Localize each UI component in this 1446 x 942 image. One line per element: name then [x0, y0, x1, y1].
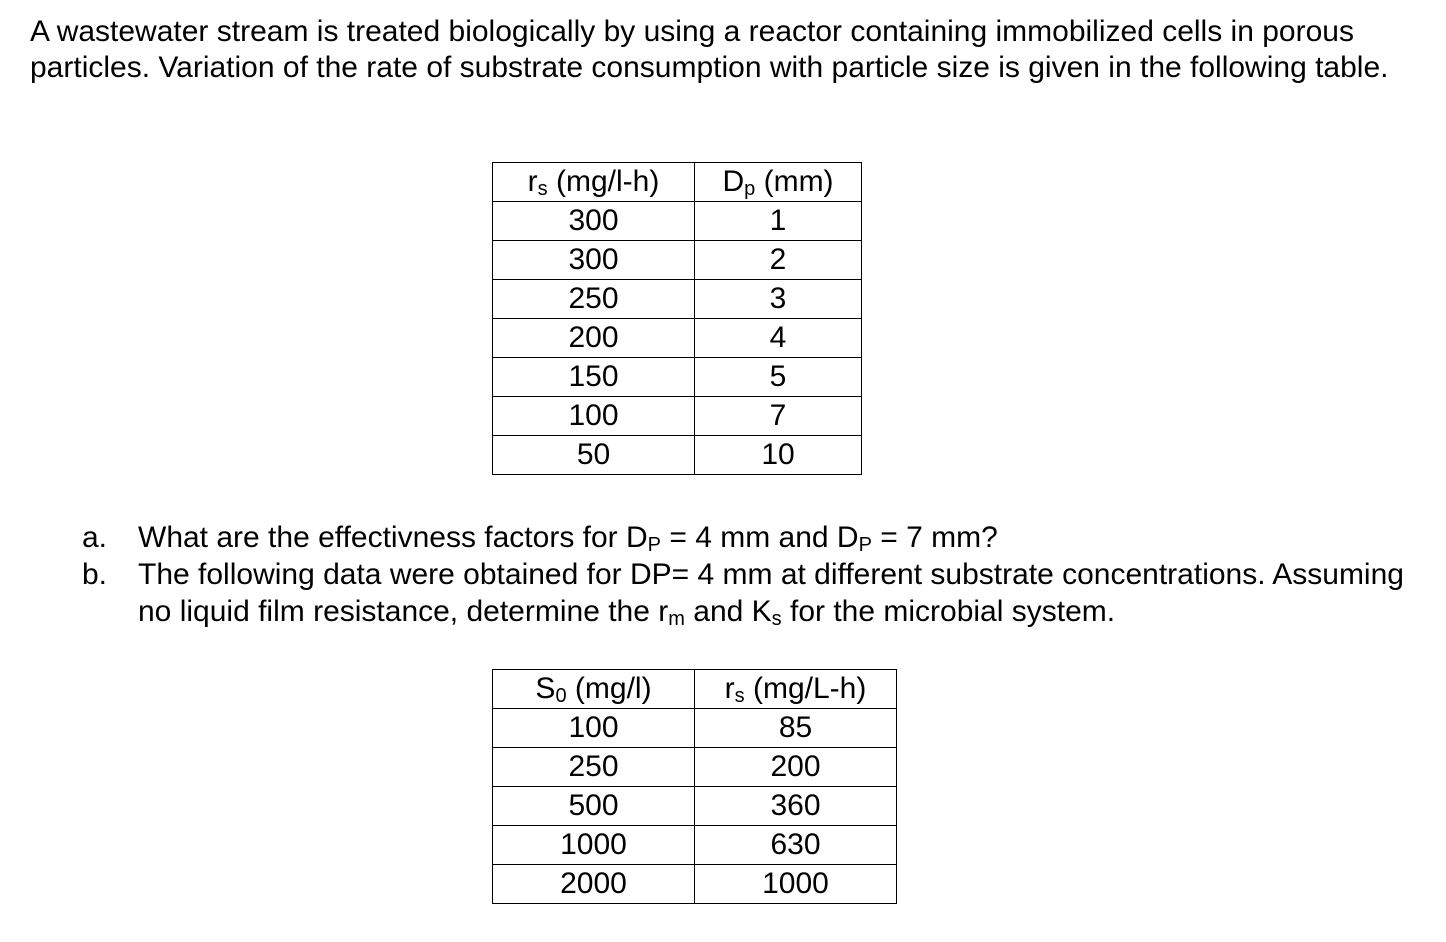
table-cell: 7 [695, 397, 862, 436]
table-cell: 100 [493, 397, 695, 436]
table-cell: 1000 [695, 865, 897, 904]
question-a [82, 519, 1422, 556]
table-cell: 630 [695, 826, 897, 865]
particle-size-rate-table [492, 162, 862, 475]
table-row [493, 748, 897, 787]
table-cell: 10 [695, 436, 862, 475]
question-b-text: The following data were obtained for DP= 4 mm at different substrate concentrations. Assuming no liquid film resistance, determine the $r_m$ and $K_s$ for the microbial system. [138, 558, 1404, 630]
table-cell: 3 [695, 280, 862, 319]
table-cell: 4 [695, 319, 862, 358]
table-row [493, 202, 862, 241]
table-header-row [493, 163, 862, 202]
substrate-concentration-rate-table [492, 669, 897, 904]
table-header-row [493, 670, 897, 709]
table-row [493, 865, 897, 904]
column-header-substrate-concentration: $S_0$ (mg/l) [493, 670, 695, 709]
table-row [493, 709, 897, 748]
table-cell: 100 [493, 709, 695, 748]
table-cell: 250 [493, 748, 695, 787]
table-cell: 2000 [493, 865, 695, 904]
table-cell: 500 [493, 787, 695, 826]
table-cell: 300 [493, 202, 695, 241]
table-row [493, 826, 897, 865]
question-b [82, 556, 1422, 630]
table-cell: 85 [695, 709, 897, 748]
problem-intro-text: A wastewater stream is treated biologically by using a reactor containing immobilized cells in porous particles. Variation of the rate of substrate consumption with particle size is given in the following table. [30, 15, 1389, 84]
question-a-marker: a. [82, 521, 108, 554]
column-header-particle-diameter: $D_p$ (mm) [695, 163, 862, 202]
table-cell: 5 [695, 358, 862, 397]
table-cell: 50 [493, 436, 695, 475]
column-header-rate: $r_s$ (mg/l-h) [493, 163, 695, 202]
table-row [493, 397, 862, 436]
table-cell: 300 [493, 241, 695, 280]
question-a-text: What are the effectivness factors for $D_P = 4$ mm and $D_P = 7$ mm? [138, 521, 998, 556]
table-cell: 250 [493, 280, 695, 319]
table-row [493, 358, 862, 397]
table-cell: 360 [695, 787, 897, 826]
table-cell: 200 [493, 319, 695, 358]
column-header-rate: $r_s$ (mg/L-h) [695, 670, 897, 709]
question-list [82, 519, 1422, 630]
table-row [493, 787, 897, 826]
table-cell: 150 [493, 358, 695, 397]
table-cell: 1 [695, 202, 862, 241]
table-row [493, 241, 862, 280]
table-row [493, 280, 862, 319]
table-cell: 1000 [493, 826, 695, 865]
table-row [493, 319, 862, 358]
table-cell: 200 [695, 748, 897, 787]
table-cell: 2 [695, 241, 862, 280]
question-b-marker: b. [82, 558, 108, 591]
table-row [493, 436, 862, 475]
